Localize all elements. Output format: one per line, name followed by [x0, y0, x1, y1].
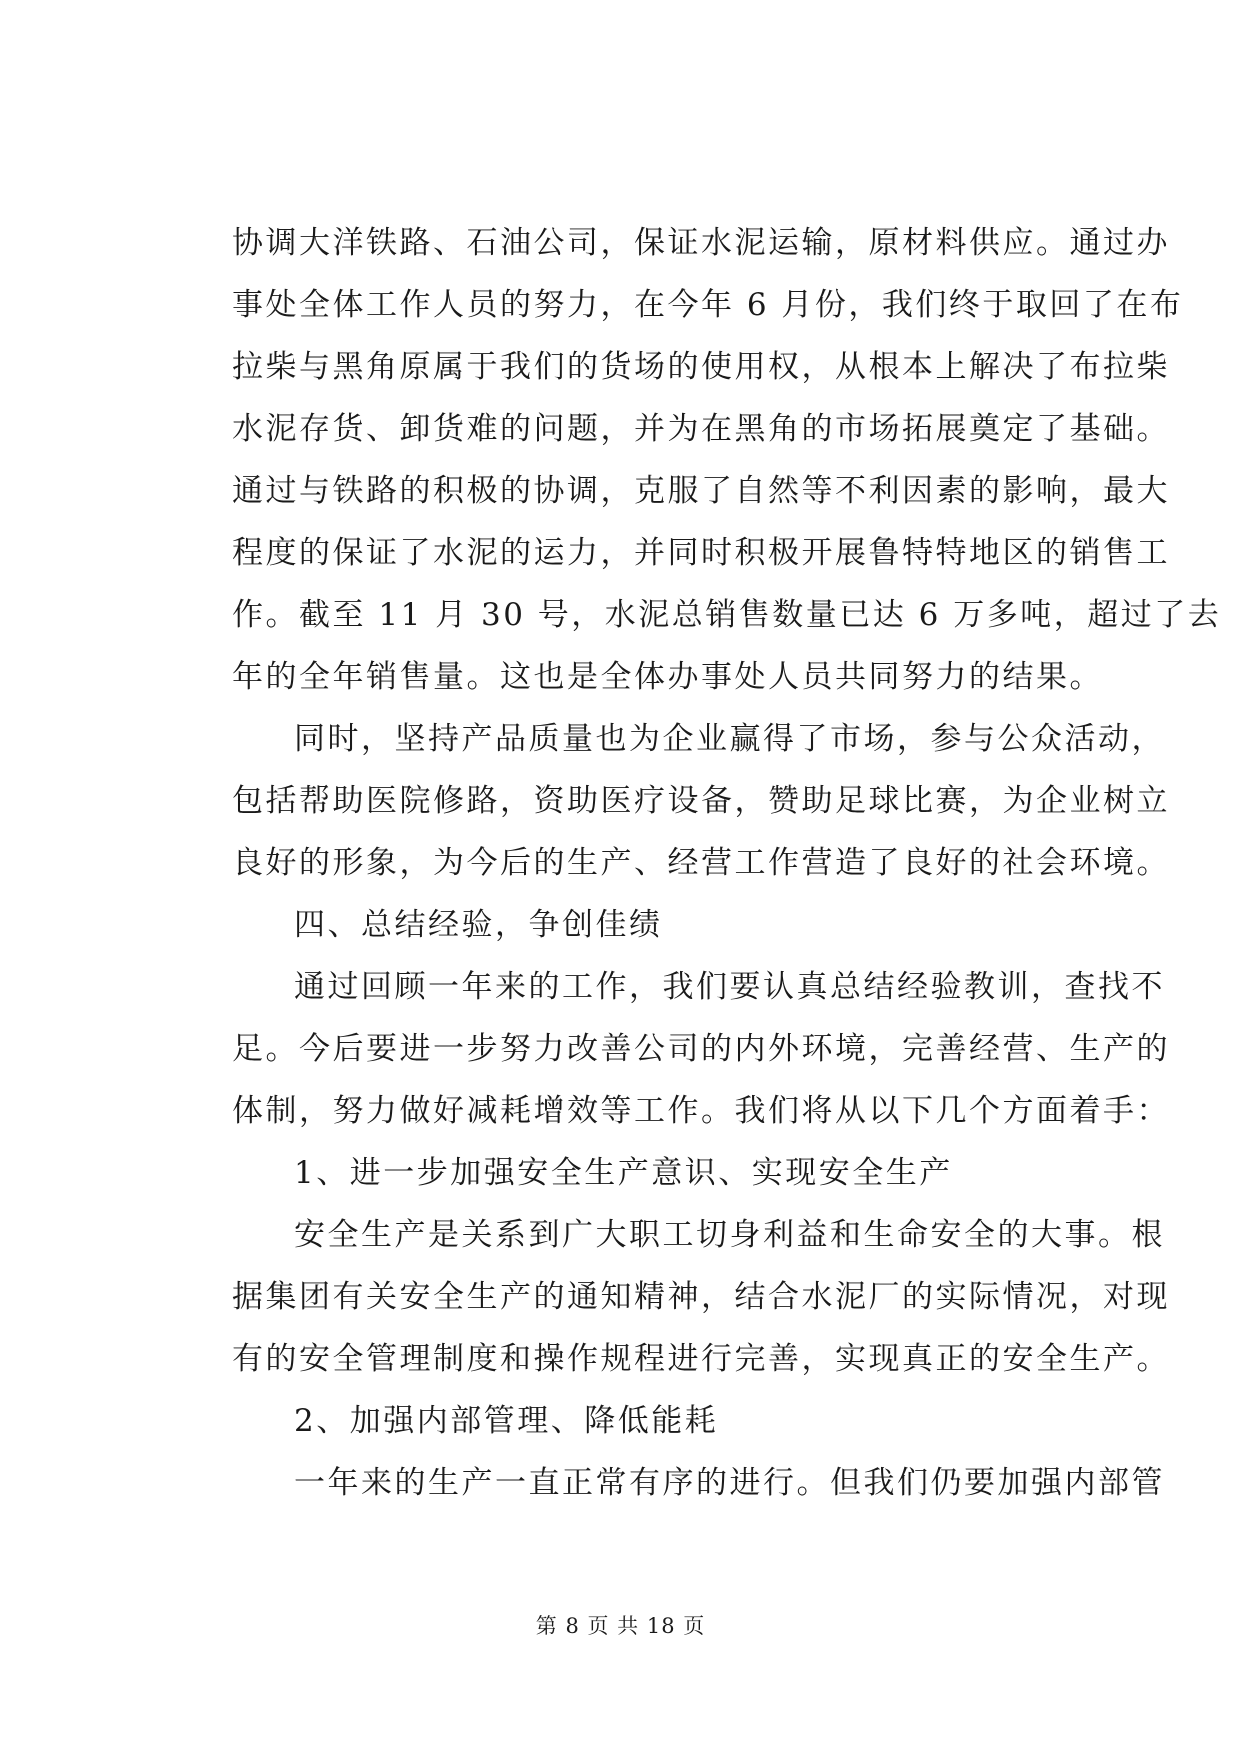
- paragraph-first-line: 一年来的生产一直正常有序的进行。但我们仍要加强内部管: [294, 1465, 1165, 1501]
- paragraph-first-line: 同时，坚持产品质量也为企业赢得了市场，参与公众活动，: [294, 721, 1165, 757]
- text-line: 有的安全管理制度和操作规程进行完善，实现真正的安全生产。: [232, 1341, 1170, 1377]
- paragraph-first-line: 安全生产是关系到广大职工切身利益和生命安全的大事。根: [294, 1217, 1165, 1253]
- text-line: 协调大洋铁路、石油公司，保证水泥运输，原材料供应。通过办: [232, 225, 1170, 261]
- text-line: 年的全年销售量。这也是全体办事处人员共同努力的结果。: [232, 659, 1103, 695]
- text-line: 程度的保证了水泥的运力，并同时积极开展鲁特特地区的销售工: [232, 535, 1170, 571]
- text-line: 事处全体工作人员的努力，在今年 6 月份，我们终于取回了在布: [232, 287, 1184, 323]
- subsection-heading: 1、进一步加强安全生产意识、实现安全生产: [294, 1155, 953, 1191]
- section-heading: 四、总结经验，争创佳绩: [294, 907, 663, 943]
- text-line: 据集团有关安全生产的通知精神，结合水泥厂的实际情况，对现: [232, 1279, 1170, 1315]
- text-line: 作。截至 11 月 30 号，水泥总销售数量已达 6 万多吨，超过了去: [232, 597, 1222, 633]
- text-line: 包括帮助医院修路，资助医疗设备，赞助足球比赛，为企业树立: [232, 783, 1170, 819]
- text-line: 通过与铁路的积极的协调，克服了自然等不利因素的影响，最大: [232, 473, 1170, 509]
- text-line: 拉柴与黑角原属于我们的货场的使用权，从根本上解决了布拉柴: [232, 349, 1170, 385]
- paragraph-first-line: 通过回顾一年来的工作，我们要认真总结经验教训，查找不: [294, 969, 1165, 1005]
- text-line: 体制，努力做好减耗增效等工作。我们将从以下几个方面着手：: [232, 1093, 1170, 1129]
- page-number-footer: 第 8 页 共 18 页: [535, 1614, 706, 1638]
- subsection-heading: 2、加强内部管理、降低能耗: [294, 1403, 719, 1439]
- text-line: 水泥存货、卸货难的问题，并为在黑角的市场拓展奠定了基础。: [232, 411, 1170, 447]
- text-line: 良好的形象，为今后的生产、经营工作营造了良好的社会环境。: [232, 845, 1170, 881]
- text-line: 足。今后要进一步努力改善公司的内外环境，完善经营、生产的: [232, 1031, 1170, 1067]
